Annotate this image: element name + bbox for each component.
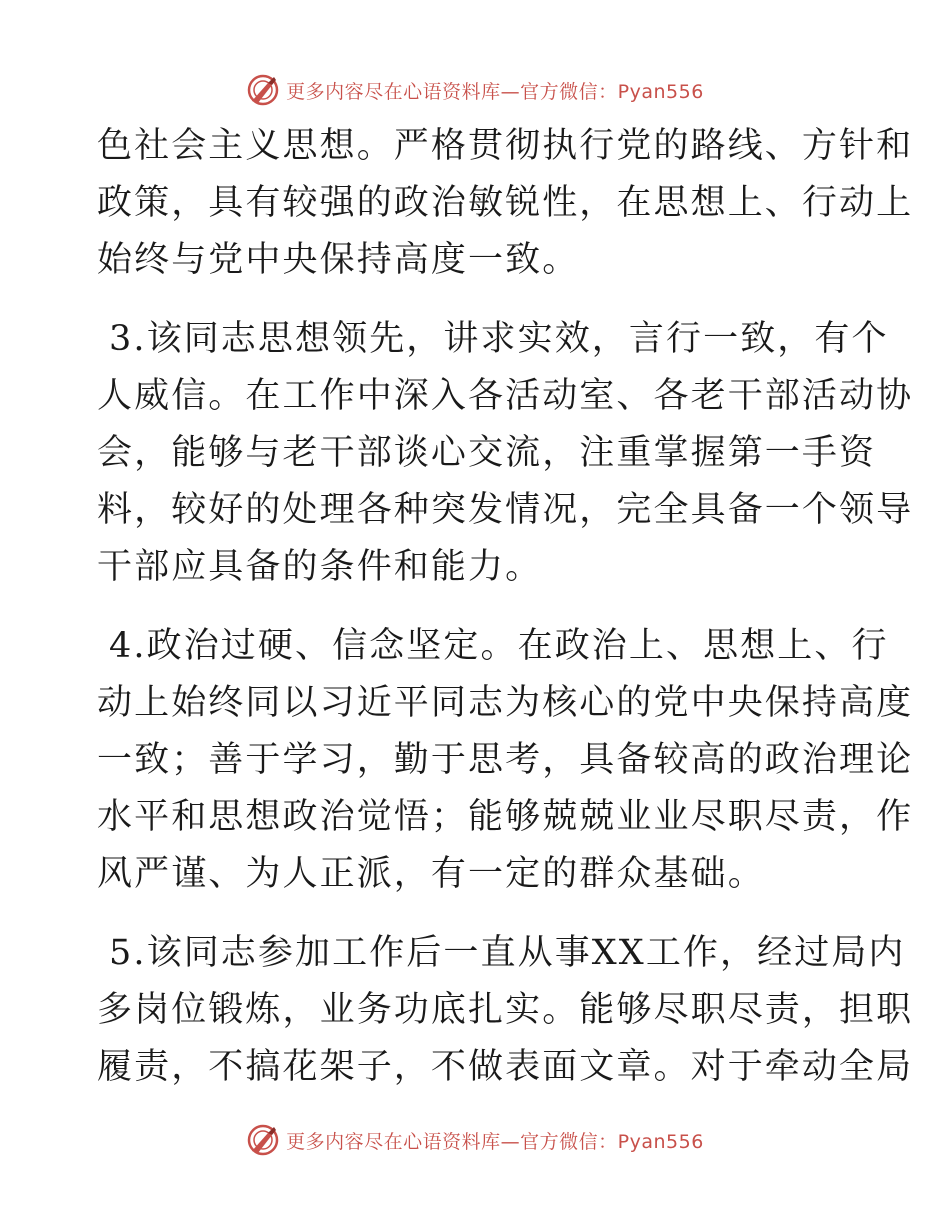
text-line: 4.政治过硬、信念坚定。在政治上、思想上、行 [109, 626, 889, 666]
header-banner [0, 70, 950, 110]
text-line: 料，较好的处理各种突发情况，完全具备一个领导 [97, 490, 914, 530]
text-line: 干部应具备的条件和能力。 [97, 547, 543, 587]
text-line: 多岗位锻炼，业务功底扎实。能够尽职尽责，担职 [97, 990, 914, 1030]
text-line: 5.该同志参加工作后一直从事XX工作，经过局内 [109, 933, 906, 973]
pen-seal-logo-icon [246, 73, 280, 107]
header-banner-text: 更多内容尽在心语资料库—官方微信：Pyan556 [286, 80, 704, 103]
footer-banner-text: 更多内容尽在心语资料库—官方微信：Pyan556 [286, 1130, 704, 1153]
footer-banner [0, 1120, 950, 1160]
text-line: 风严谨、为人正派，有一定的群众基础。 [97, 854, 765, 894]
text-line: 人威信。在工作中深入各活动室、各老干部活动协 [97, 376, 914, 416]
text-line: 政策，具有较强的政治敏锐性，在思想上、行动上 [97, 183, 914, 223]
document-body [97, 118, 914, 1118]
paragraph-3 [97, 618, 914, 903]
text-line: 动上始终同以习近平同志为核心的党中央保持高度 [97, 683, 914, 723]
text-line: 一致；善于学习，勤于思考，具备较高的政治理论 [97, 740, 914, 780]
text-line: 始终与党中央保持高度一致。 [97, 240, 580, 280]
paragraph-2 [97, 311, 914, 596]
text-line: 色社会主义思想。严格贯彻执行党的路线、方针和 [97, 126, 914, 166]
text-line: 3.该同志思想领先，讲求实效，言行一致，有个 [109, 319, 889, 359]
text-line: 履责，不搞花架子，不做表面文章。对于牵动全局 [97, 1047, 914, 1087]
paragraph-4 [97, 925, 914, 1096]
paragraph-1 [97, 118, 914, 289]
text-line: 会，能够与老干部谈心交流，注重掌握第一手资 [97, 433, 877, 473]
pen-seal-logo-icon [246, 1123, 280, 1157]
text-line: 水平和思想政治觉悟；能够兢兢业业尽职尽责，作 [97, 797, 914, 837]
